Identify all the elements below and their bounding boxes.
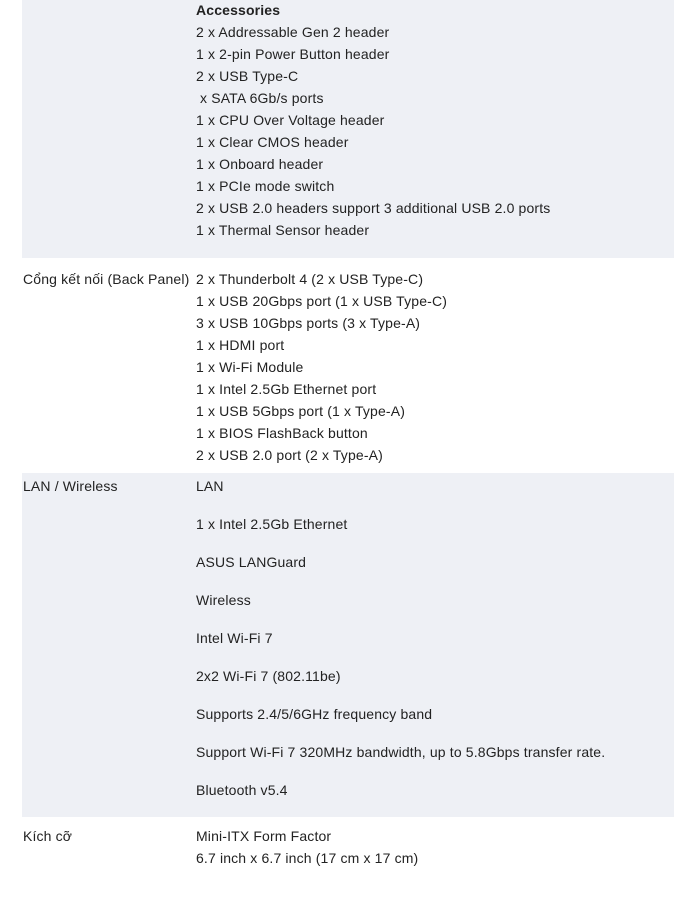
specifications-table xyxy=(22,0,674,914)
spec-line: 2 x USB 2.0 port (2 x Type-A) xyxy=(196,447,383,463)
spec-line: 1 x Clear CMOS header xyxy=(196,134,349,150)
spec-paragraph: Bluetooth v5.4 xyxy=(196,782,288,798)
spec-line: 1 x Intel 2.5Gb Ethernet port xyxy=(196,381,377,397)
spec-line: 1 x 2-pin Power Button header xyxy=(196,46,390,62)
spec-label: Kích cỡ xyxy=(23,828,73,844)
spec-paragraph: Support Wi-Fi 7 320MHz bandwidth, up to 5.8Gbps transfer rate. xyxy=(196,744,606,760)
spec-label-cell xyxy=(22,0,196,258)
spec-label: Cổng kết nối (Back Panel) xyxy=(23,271,190,287)
spec-line: 1 x HDMI port xyxy=(196,337,285,353)
spec-paragraph: 1 x Intel 2.5Gb Ethernet xyxy=(196,516,348,532)
spec-paragraph: Intel Wi-Fi 7 xyxy=(196,630,273,646)
spec-paragraph: Wireless xyxy=(196,592,251,608)
spec-line: 1 x USB 20Gbps port (1 x USB Type-C) xyxy=(196,293,448,309)
spec-row-back-panel xyxy=(22,258,674,473)
spec-line: 1 x Wi-Fi Module xyxy=(196,359,304,375)
spec-line: 1 x CPU Over Voltage header xyxy=(196,112,385,128)
spec-line: 1 x USB 5Gbps port (1 x Type-A) xyxy=(196,403,406,419)
spec-paragraph: LAN xyxy=(196,478,224,494)
spec-line: 3 x USB 10Gbps ports (3 x Type-A) xyxy=(196,315,421,331)
spec-value-cell xyxy=(196,475,674,817)
spec-subheading: Accessories xyxy=(196,2,281,18)
spec-line: 1 x Onboard header xyxy=(196,156,324,172)
spec-label: LAN / Wireless xyxy=(23,478,118,494)
spec-line: x SATA 6Gb/s ports xyxy=(196,90,324,106)
spec-row-size xyxy=(22,817,674,914)
spec-line: 2 x Addressable Gen 2 header xyxy=(196,24,390,40)
spec-line: 6.7 inch x 6.7 inch (17 cm x 17 cm) xyxy=(196,850,419,866)
spec-value-cell xyxy=(196,825,674,914)
spec-paragraph: 2x2 Wi-Fi 7 (802.11be) xyxy=(196,668,341,684)
spec-paragraph: Supports 2.4/5/6GHz frequency band xyxy=(196,706,433,722)
spec-row-accessories xyxy=(22,0,674,258)
spec-value-cell xyxy=(196,0,674,258)
spec-line: 1 x PCIe mode switch xyxy=(196,178,335,194)
spec-row-lan-wireless xyxy=(22,473,674,817)
spec-label-cell xyxy=(22,825,196,914)
spec-line: 2 x Thunderbolt 4 (2 x USB Type-C) xyxy=(196,271,424,287)
spec-label-cell xyxy=(22,475,196,817)
spec-label-cell xyxy=(22,268,196,473)
spec-line: 2 x USB Type-C xyxy=(196,68,299,84)
spec-line: 1 x BIOS FlashBack button xyxy=(196,425,368,441)
spec-line: 2 x USB 2.0 headers support 3 additional USB 2.0 ports xyxy=(196,200,551,216)
spec-line: 1 x Thermal Sensor header xyxy=(196,222,370,238)
spec-line: Mini-ITX Form Factor xyxy=(196,828,332,844)
spec-value-cell xyxy=(196,268,674,473)
spec-paragraph: ASUS LANGuard xyxy=(196,554,307,570)
